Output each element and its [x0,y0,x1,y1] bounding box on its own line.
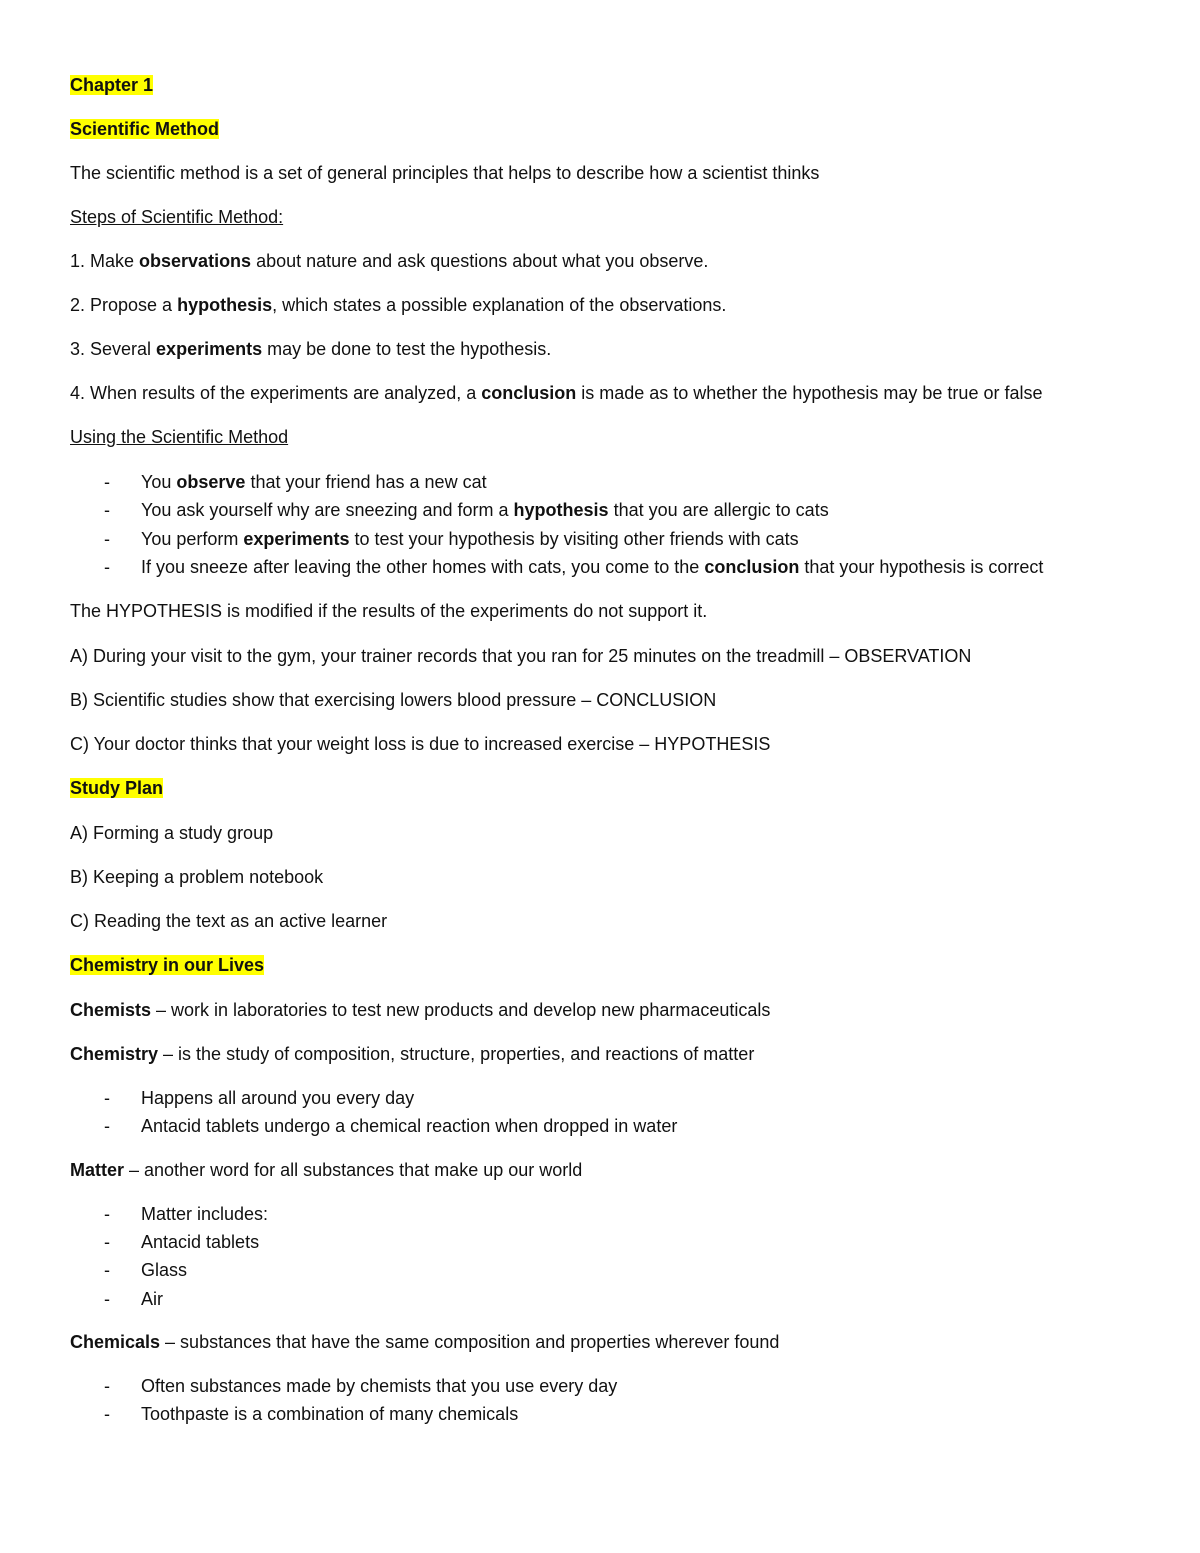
chemistry-list [70,1084,1150,1141]
using-method-list [70,468,1150,581]
steps-heading: Steps of Scientific Method: [70,207,284,227]
definition-chemicals: Chemicals – substances that have the same composition and properties wherever found [70,1331,780,1352]
definition-chemists: Chemists – work in laboratories to test new products and develop new pharmaceuticals [70,1000,771,1021]
list-item: - If you sneeze after leaving the other homes with cats, you come to the conclusion that your hypothesis is correct [104,556,1044,577]
list-item: - Often substances made by chemists that you use every day [104,1375,618,1396]
list-item: - Matter includes: [104,1203,269,1224]
definition-matter: Matter – another word for all substances that make up our world [70,1159,583,1180]
step-item: 1. Make observations about nature and ask questions about what you observe. [70,251,709,271]
list-item: - You ask yourself why are sneezing and form a hypothesis that you are allergic to cats [104,500,829,521]
section-heading-study-plan: Study Plan [70,778,164,799]
document-page [70,72,1150,1429]
section-heading-scientific-method: Scientific Method [70,119,220,139]
example-item: C) Your doctor thinks that your weight loss is due to increased exercise – HYPOTHESIS [70,734,771,755]
scientific-method-definition: The scientific method is a set of general principles that helps to describe how a scientist thinks [70,163,820,183]
example-item: B) Scientific studies show that exercising lowers blood pressure – CONCLUSION [70,690,717,711]
hypothesis-modified-note: The HYPOTHESIS is modified if the results of the experiments do not support it. [70,601,708,622]
step-item: 3. Several experiments may be done to test the hypothesis. [70,339,552,359]
using-method-heading: Using the Scientific Method [70,427,289,447]
definition-chemistry: Chemistry – is the study of composition, structure, properties, and reactions of matter [70,1044,755,1065]
step-item: 4. When results of the experiments are analyzed, a conclusion is made as to whether the hypothesis may be true or false [70,383,1043,403]
step-item: 2. Propose a hypothesis, which states a possible explanation of the observations. [70,295,727,315]
list-item: - You perform experiments to test your hypothesis by visiting other friends with cats [104,528,799,549]
section-heading-chemistry-lives: Chemistry in our Lives [70,955,265,976]
list-item: - Antacid tablets [104,1232,260,1253]
list-item: - Antacid tablets undergo a chemical reaction when dropped in water [104,1116,678,1137]
chemicals-list [70,1372,1150,1429]
list-item: - Glass [104,1260,188,1281]
study-plan-item: C) Reading the text as an active learner [70,911,388,932]
matter-list [70,1200,1150,1313]
list-item: - Happens all around you every day [104,1088,415,1109]
list-item: - Air [104,1288,163,1309]
list-item: - You observe that your friend has a new cat [104,472,487,492]
study-plan-item: A) Forming a study group [70,823,274,844]
chapter-heading: Chapter 1 [70,75,154,95]
list-item: - Toothpaste is a combination of many chemicals [104,1404,519,1425]
study-plan-item: B) Keeping a problem notebook [70,867,324,888]
example-item: A) During your visit to the gym, your trainer records that you ran for 25 minutes on the treadmill – OBSERVATION [70,646,972,667]
